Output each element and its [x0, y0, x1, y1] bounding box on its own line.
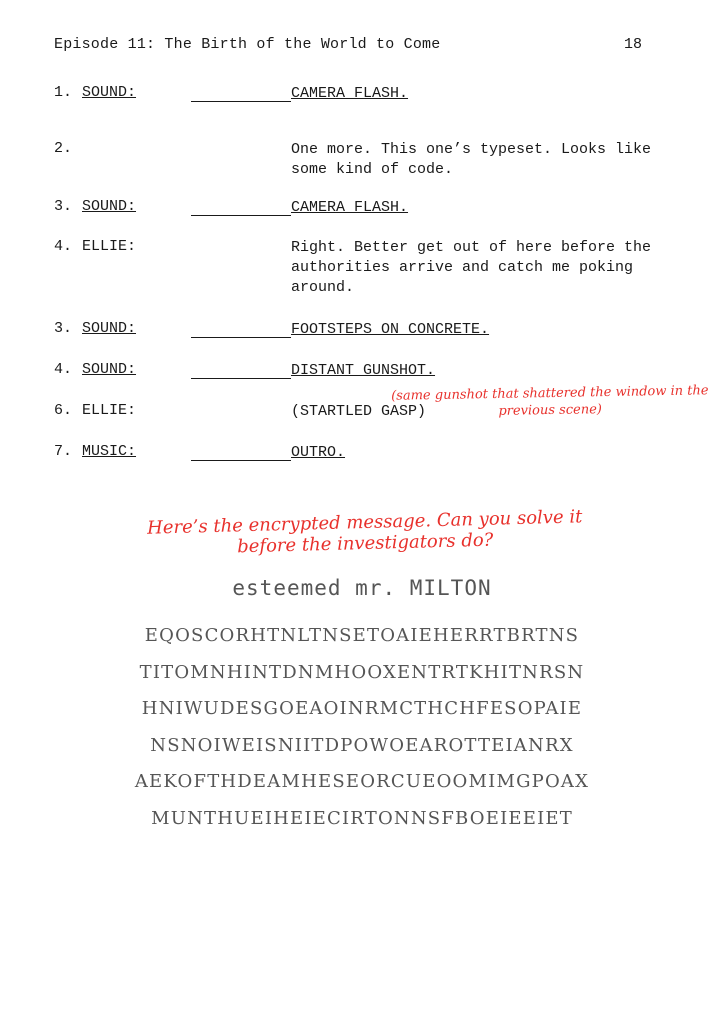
episode-title: Episode 11: The Birth of the World to Come — [54, 36, 441, 53]
cipher-row: MUNTHUEIHEIECIRTONNSFBOEIEEIET — [151, 807, 573, 829]
line-number: 4. — [54, 361, 73, 378]
line-number: 3. — [54, 198, 73, 215]
cipher-row: HNIWUDESGOEAOINRMCTHCHFESOPAIE — [141, 698, 583, 719]
handwritten-gunshot-note: (same gunshot that shattered the window in the previous scene) — [391, 383, 709, 419]
handwritten-message-note: Here’s the encrypted message. Can you solve it before the investigators do? — [146, 506, 583, 558]
cipher-row: AEKOFTHDEAMHESEORCUEOOMIMGPOAX — [134, 771, 590, 792]
cipher-row: TITOMNHINTDNMHOOXENTRTKHITNRSN — [139, 661, 585, 683]
speaker-label: ELLIE: — [82, 402, 137, 419]
line-number: 7. — [54, 443, 73, 460]
line-number: 4. — [54, 238, 73, 255]
cipher-row: EQOSCORHTNLTNSETOAIEHERRTBRTNS — [144, 625, 580, 646]
underline-rule — [191, 101, 291, 102]
underline-rule — [191, 460, 291, 461]
line-number: 6. — [54, 402, 73, 419]
line-text: DISTANT GUNSHOT. — [291, 362, 436, 379]
speaker-label: SOUND: — [82, 84, 137, 101]
speaker-label: SOUND: — [82, 361, 137, 378]
line-text: CAMERA FLASH. — [291, 199, 409, 216]
line-number: 2. — [54, 140, 73, 157]
cipher-row: NSNOIWEISNIITDPOWOEAROTTEIANRX — [150, 734, 574, 756]
page-number: 18 — [624, 36, 643, 53]
cipher-greeting: esteemed mr. MILTON — [232, 576, 492, 600]
speaker-label: SOUND: — [82, 198, 137, 215]
line-text: OUTRO. — [291, 444, 346, 461]
speaker-label: MUSIC: — [82, 443, 137, 460]
line-number: 3. — [54, 320, 73, 337]
line-text: Right. Better get out of here before the authorities arrive and catch me poking around. — [291, 239, 652, 296]
line-text: CAMERA FLASH. — [291, 85, 409, 102]
cipher-block — [0, 618, 724, 837]
underline-rule — [191, 215, 291, 216]
speaker-label: SOUND: — [82, 320, 137, 337]
underline-rule — [191, 378, 291, 379]
line-text: One more. This one’s typeset. Looks like some kind of code. — [291, 141, 652, 178]
line-text: (STARTLED GASP) — [291, 403, 427, 420]
speaker-label: ELLIE: — [82, 238, 137, 255]
line-number: 1. — [54, 84, 73, 101]
underline-rule — [191, 337, 291, 338]
line-text: FOOTSTEPS ON CONCRETE. — [291, 321, 490, 338]
